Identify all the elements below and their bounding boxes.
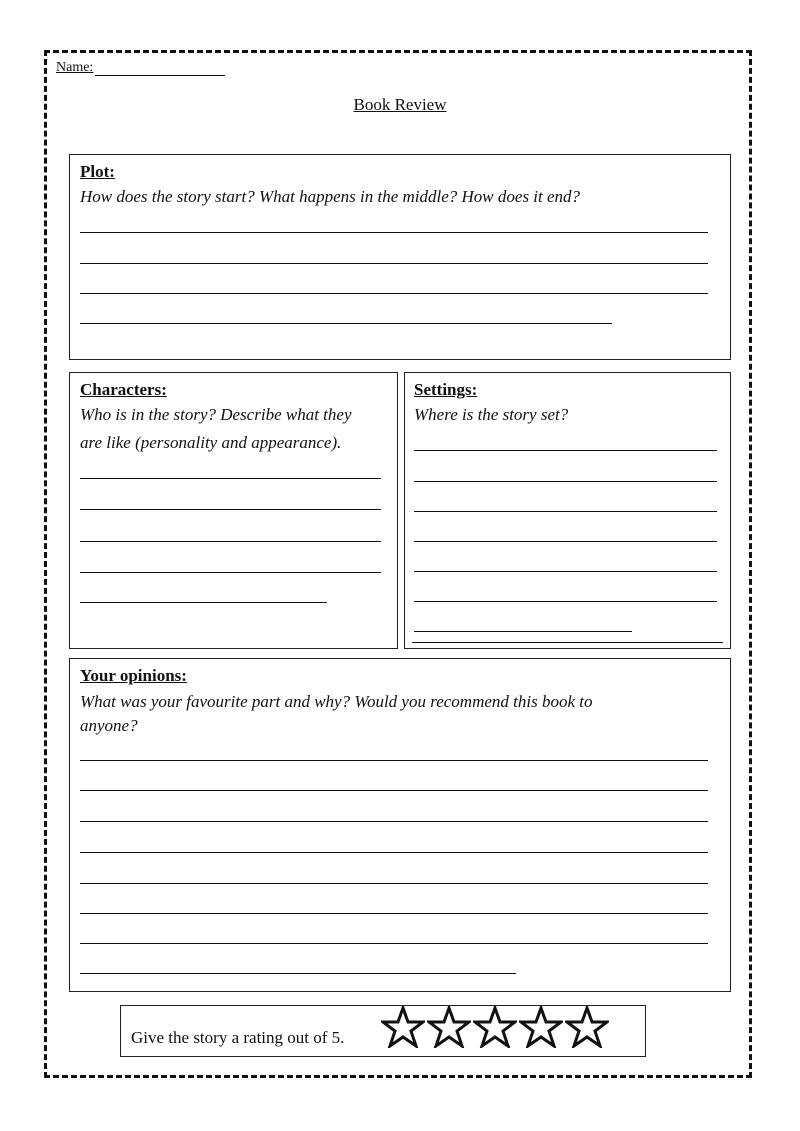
opinions-writing-line[interactable] bbox=[80, 790, 708, 791]
star-3-icon[interactable] bbox=[473, 1006, 517, 1048]
characters-writing-line[interactable] bbox=[80, 478, 381, 479]
plot-writing-line[interactable] bbox=[80, 293, 708, 294]
characters-heading: Characters: bbox=[80, 380, 167, 399]
opinions-writing-line[interactable] bbox=[80, 852, 708, 853]
opinions-writing-line[interactable] bbox=[80, 943, 708, 944]
rating-prompt: Give the story a rating out of 5. bbox=[131, 1028, 345, 1047]
opinions-heading: Your opinions: bbox=[80, 666, 187, 685]
settings-writing-line[interactable] bbox=[414, 571, 717, 572]
plot-prompt: How does the story start? What happens in the middle? How does it end? bbox=[80, 187, 581, 206]
opinions-writing-line[interactable] bbox=[80, 760, 708, 761]
settings-prompt: Where is the story set? bbox=[414, 405, 569, 424]
star-2-icon[interactable] bbox=[427, 1006, 471, 1048]
settings-heading: Settings: bbox=[414, 380, 478, 399]
settings-writing-line[interactable] bbox=[414, 541, 717, 542]
opinions-prompt-line-1: What was your favourite part and why? Would you recommend this book to bbox=[80, 692, 593, 711]
characters-writing-line[interactable] bbox=[80, 572, 381, 573]
settings-writing-line[interactable] bbox=[414, 450, 717, 451]
page-title: Book Review bbox=[353, 95, 447, 114]
plot-writing-line[interactable] bbox=[80, 232, 708, 233]
rating-stars bbox=[381, 1006, 609, 1048]
plot-writing-line[interactable] bbox=[80, 323, 612, 324]
star-4-icon[interactable] bbox=[519, 1006, 563, 1048]
name-label: Name: bbox=[56, 60, 94, 75]
star-1-icon[interactable] bbox=[381, 1006, 425, 1048]
settings-writing-line[interactable] bbox=[414, 631, 632, 632]
settings-bottom-rule bbox=[412, 642, 723, 643]
opinions-prompt-line-2: anyone? bbox=[80, 716, 138, 735]
characters-prompt-line-2: are like (personality and appearance). bbox=[80, 433, 342, 452]
characters-prompt-line-1: Who is in the story? Describe what they bbox=[80, 405, 352, 424]
settings-writing-line[interactable] bbox=[414, 511, 717, 512]
opinions-writing-line[interactable] bbox=[80, 913, 708, 914]
opinions-writing-line[interactable] bbox=[80, 973, 516, 974]
opinions-writing-line[interactable] bbox=[80, 883, 708, 884]
name-field[interactable] bbox=[56, 60, 225, 76]
characters-writing-line[interactable] bbox=[80, 509, 381, 510]
star-5-icon[interactable] bbox=[565, 1006, 609, 1048]
plot-heading: Plot: bbox=[80, 162, 115, 181]
settings-writing-line[interactable] bbox=[414, 481, 717, 482]
settings-writing-line[interactable] bbox=[414, 601, 717, 602]
characters-writing-line[interactable] bbox=[80, 541, 381, 542]
plot-writing-line[interactable] bbox=[80, 263, 708, 264]
opinions-writing-line[interactable] bbox=[80, 821, 708, 822]
name-blank-line[interactable] bbox=[95, 61, 225, 76]
characters-writing-line[interactable] bbox=[80, 602, 327, 603]
